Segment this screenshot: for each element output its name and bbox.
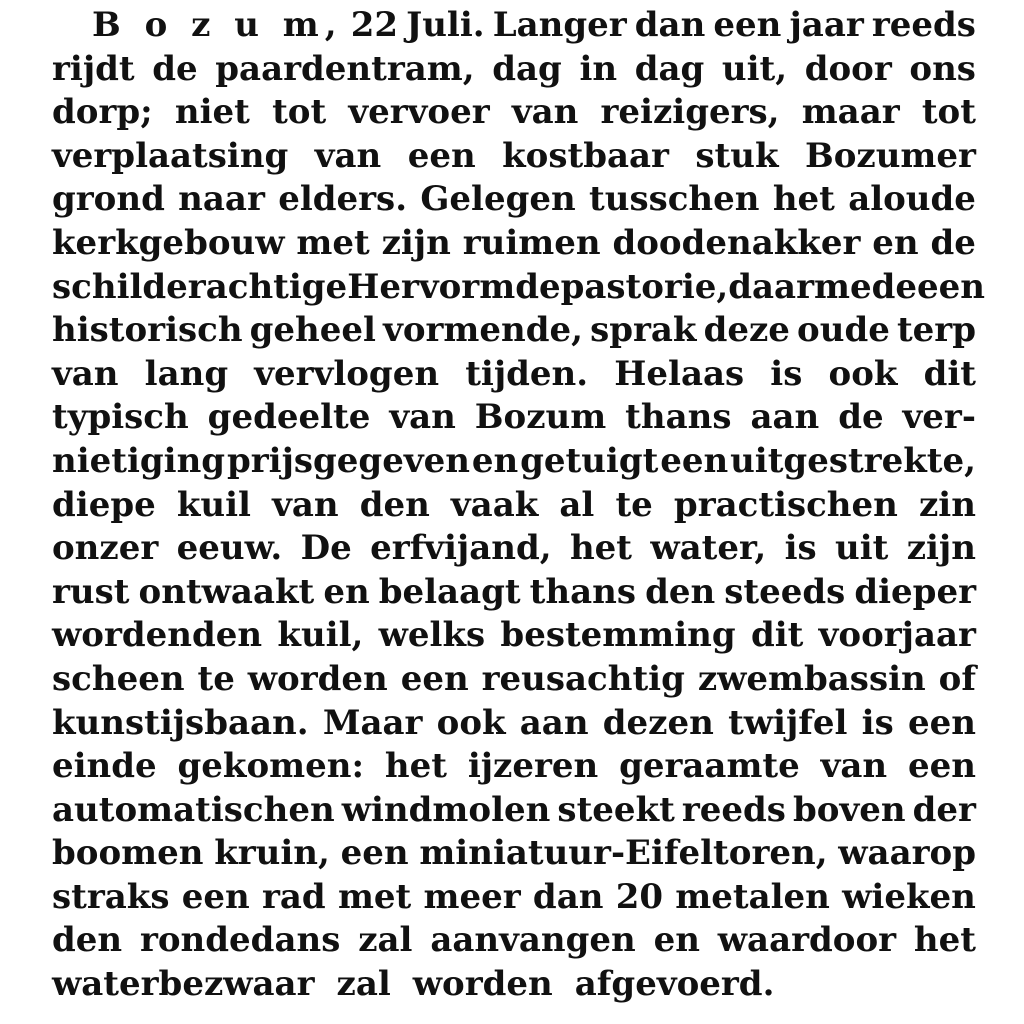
word: van: [389, 397, 456, 438]
word: reeds: [681, 789, 786, 830]
word: ruimen: [462, 222, 601, 263]
word: oude: [797, 310, 890, 351]
word: welks: [378, 615, 486, 656]
word: schilderachtige: [52, 266, 348, 307]
word: 20: [615, 876, 664, 917]
word: afgevoerd.: [574, 964, 775, 1005]
word: van: [52, 353, 119, 394]
word: rijdt: [52, 48, 135, 89]
word: elders.: [278, 179, 408, 220]
word: Langer: [492, 5, 627, 45]
word: waterbezwaar: [52, 964, 315, 1005]
word: geraamte: [619, 746, 800, 787]
word: voorjaar: [818, 615, 976, 656]
word: wieken: [842, 876, 976, 917]
word: De: [300, 528, 352, 569]
word: kruin,: [214, 833, 330, 874]
word: kuil,: [277, 615, 364, 656]
article-line: [52, 832, 976, 876]
article-line: [52, 484, 976, 528]
word: gekomen:: [177, 746, 365, 787]
word: een: [917, 266, 985, 307]
word: terp: [896, 310, 976, 351]
word: steekt: [557, 789, 675, 830]
article-line: [52, 48, 976, 92]
word: dit: [923, 353, 976, 394]
word: zin: [919, 484, 976, 525]
word: en: [653, 920, 700, 961]
word: ijzeren: [467, 746, 599, 787]
word: de: [838, 397, 884, 438]
word: Bozum: [474, 397, 607, 438]
word: de: [152, 48, 198, 89]
word: getuigt: [520, 440, 659, 481]
word: en: [471, 440, 519, 481]
word: dag: [492, 48, 562, 89]
word: rad: [261, 876, 326, 917]
word: en: [872, 222, 919, 263]
word: meer: [423, 876, 521, 917]
article-line: [52, 789, 976, 833]
word: windmolen: [341, 789, 551, 830]
word: boven: [793, 789, 906, 830]
word: is: [861, 702, 894, 743]
word: water,: [650, 528, 767, 569]
word: belaagt: [378, 571, 521, 612]
word: jaar: [789, 5, 864, 45]
word: uitgestrekte,: [730, 440, 976, 481]
word: vormende,: [383, 310, 583, 351]
article-line: [52, 309, 976, 353]
word: ons: [909, 48, 976, 89]
word: steeds: [724, 571, 846, 612]
word: historisch: [52, 310, 243, 351]
word: grond: [52, 179, 165, 220]
article-line: [52, 4, 976, 48]
word: waardoor: [717, 920, 897, 961]
article-line: [52, 135, 976, 179]
word: kostbaar: [502, 135, 669, 176]
word: prijsgegeven: [226, 440, 470, 481]
word: aloude: [848, 179, 976, 220]
word: het: [913, 920, 976, 961]
word: het: [772, 179, 835, 220]
word: worden: [247, 658, 388, 699]
word: reusachtig: [481, 658, 685, 699]
word: ook: [436, 702, 506, 743]
word: Helaas: [614, 353, 745, 394]
article-line: [52, 527, 976, 571]
word: het: [569, 528, 632, 569]
word: einde: [52, 746, 157, 787]
word: of: [938, 658, 976, 699]
word: een: [400, 658, 469, 699]
article-line: [52, 876, 976, 920]
word: ook: [828, 353, 898, 394]
word: met: [296, 222, 370, 263]
word: maar: [801, 92, 900, 133]
word: een: [907, 702, 976, 743]
article-line: [52, 91, 976, 135]
word: den: [359, 484, 430, 525]
word: is: [770, 353, 803, 394]
word: typisch: [52, 397, 189, 438]
word: gedeelte: [207, 397, 371, 438]
word: onzer: [52, 528, 159, 569]
word: tot: [921, 92, 976, 133]
word: thans: [529, 571, 636, 612]
article-line: [52, 222, 976, 266]
word: straks: [52, 876, 170, 917]
word: ver-: [902, 397, 976, 438]
word: zijn: [381, 222, 451, 263]
word: reeds: [871, 5, 976, 45]
word: waarop: [838, 833, 976, 874]
word: tot: [272, 92, 327, 133]
word: eeuw.: [176, 528, 283, 569]
word: aan: [750, 397, 820, 438]
word: sprak: [590, 310, 697, 351]
word: paardentram,: [215, 48, 475, 89]
word: thans: [625, 397, 732, 438]
article-line: [52, 702, 976, 746]
article-line: [52, 963, 976, 1007]
word: vervlogen: [254, 353, 440, 394]
word: der: [912, 789, 976, 830]
word: lang: [144, 353, 229, 394]
word: 22: [350, 5, 399, 45]
word: dorp;: [52, 92, 153, 133]
word: Juli.: [406, 5, 485, 45]
word: ontwaakt: [138, 571, 315, 612]
word: automatischen: [52, 789, 335, 830]
word: erfvijand,: [370, 528, 552, 569]
word: Maar: [322, 702, 423, 743]
word: pastorie,: [560, 266, 729, 307]
word: niet: [174, 92, 250, 133]
word: dieper: [854, 571, 976, 612]
article-line: [52, 614, 976, 658]
word: rust: [52, 571, 130, 612]
word: kuil: [176, 484, 251, 525]
word: daarmede: [728, 266, 918, 307]
word: miniatuur-Eifeltoren,: [419, 833, 828, 874]
word: vaak: [450, 484, 539, 525]
word: twijfel: [728, 702, 848, 743]
word: reizigers,: [600, 92, 780, 133]
word: het: [384, 746, 447, 787]
word: van: [314, 135, 382, 176]
word: metalen: [675, 876, 830, 917]
word: doodenakker: [612, 222, 861, 263]
article-line: [52, 745, 976, 789]
word: zwembassin: [697, 658, 926, 699]
newspaper-article: [52, 4, 985, 1007]
article-line: [52, 919, 976, 963]
word: dan: [634, 5, 706, 45]
word: een: [407, 135, 476, 176]
word: van: [820, 746, 888, 787]
word: van: [511, 92, 579, 133]
dateline-place: B o z u m,: [92, 5, 343, 45]
word: Gelegen: [420, 179, 576, 220]
word: dit: [750, 615, 804, 656]
article-line: [52, 658, 976, 702]
word: den: [52, 920, 123, 961]
word: worden: [412, 964, 553, 1005]
article-line: [52, 571, 976, 615]
word: is: [784, 528, 817, 569]
article-line: [52, 440, 976, 484]
word: aan: [519, 702, 589, 743]
word: in: [579, 48, 618, 89]
word: zijn: [906, 528, 976, 569]
word: deze: [703, 310, 790, 351]
word: aanvangen: [430, 920, 636, 961]
word: dag: [634, 48, 705, 89]
word: den: [645, 571, 716, 612]
word: tusschen: [589, 179, 760, 220]
word: zal: [358, 920, 413, 961]
word: uit,: [721, 48, 788, 89]
word: wordenden: [52, 615, 263, 656]
word: geheel: [249, 310, 376, 351]
word: uit: [835, 528, 889, 569]
word: van: [272, 484, 339, 525]
word: een: [181, 876, 250, 917]
word: al: [559, 484, 595, 525]
word: door: [804, 48, 892, 89]
word: tijden.: [465, 353, 589, 394]
word: kunstijsbaan.: [52, 702, 309, 743]
word: zal: [336, 964, 391, 1005]
word: scheen: [52, 658, 185, 699]
word: te: [197, 658, 235, 699]
word: kerkgebouw: [52, 222, 285, 263]
word: met: [337, 876, 412, 917]
word: Bozumer: [804, 135, 976, 176]
word: een: [713, 5, 782, 45]
word: rondedans: [139, 920, 341, 961]
word: nietiging: [52, 440, 226, 481]
word: bestemming: [500, 615, 736, 656]
word: te: [615, 484, 653, 525]
article-line: [52, 396, 976, 440]
word: verplaatsing: [52, 135, 289, 176]
word: een: [660, 440, 729, 481]
word: Hervormde: [347, 266, 561, 307]
word: practischen: [673, 484, 898, 525]
word: naar: [178, 179, 265, 220]
word: en: [323, 571, 370, 612]
word: een: [340, 833, 409, 874]
article-line: [52, 178, 976, 222]
word: vervoer: [348, 92, 490, 133]
word: diepe: [52, 484, 156, 525]
word: dezen: [602, 702, 714, 743]
word: stuk: [695, 135, 779, 176]
word: boomen: [52, 833, 204, 874]
word: dan: [532, 876, 604, 917]
word: een: [907, 746, 976, 787]
article-line: [52, 353, 976, 397]
word: de: [930, 222, 976, 263]
article-line: [52, 266, 985, 310]
